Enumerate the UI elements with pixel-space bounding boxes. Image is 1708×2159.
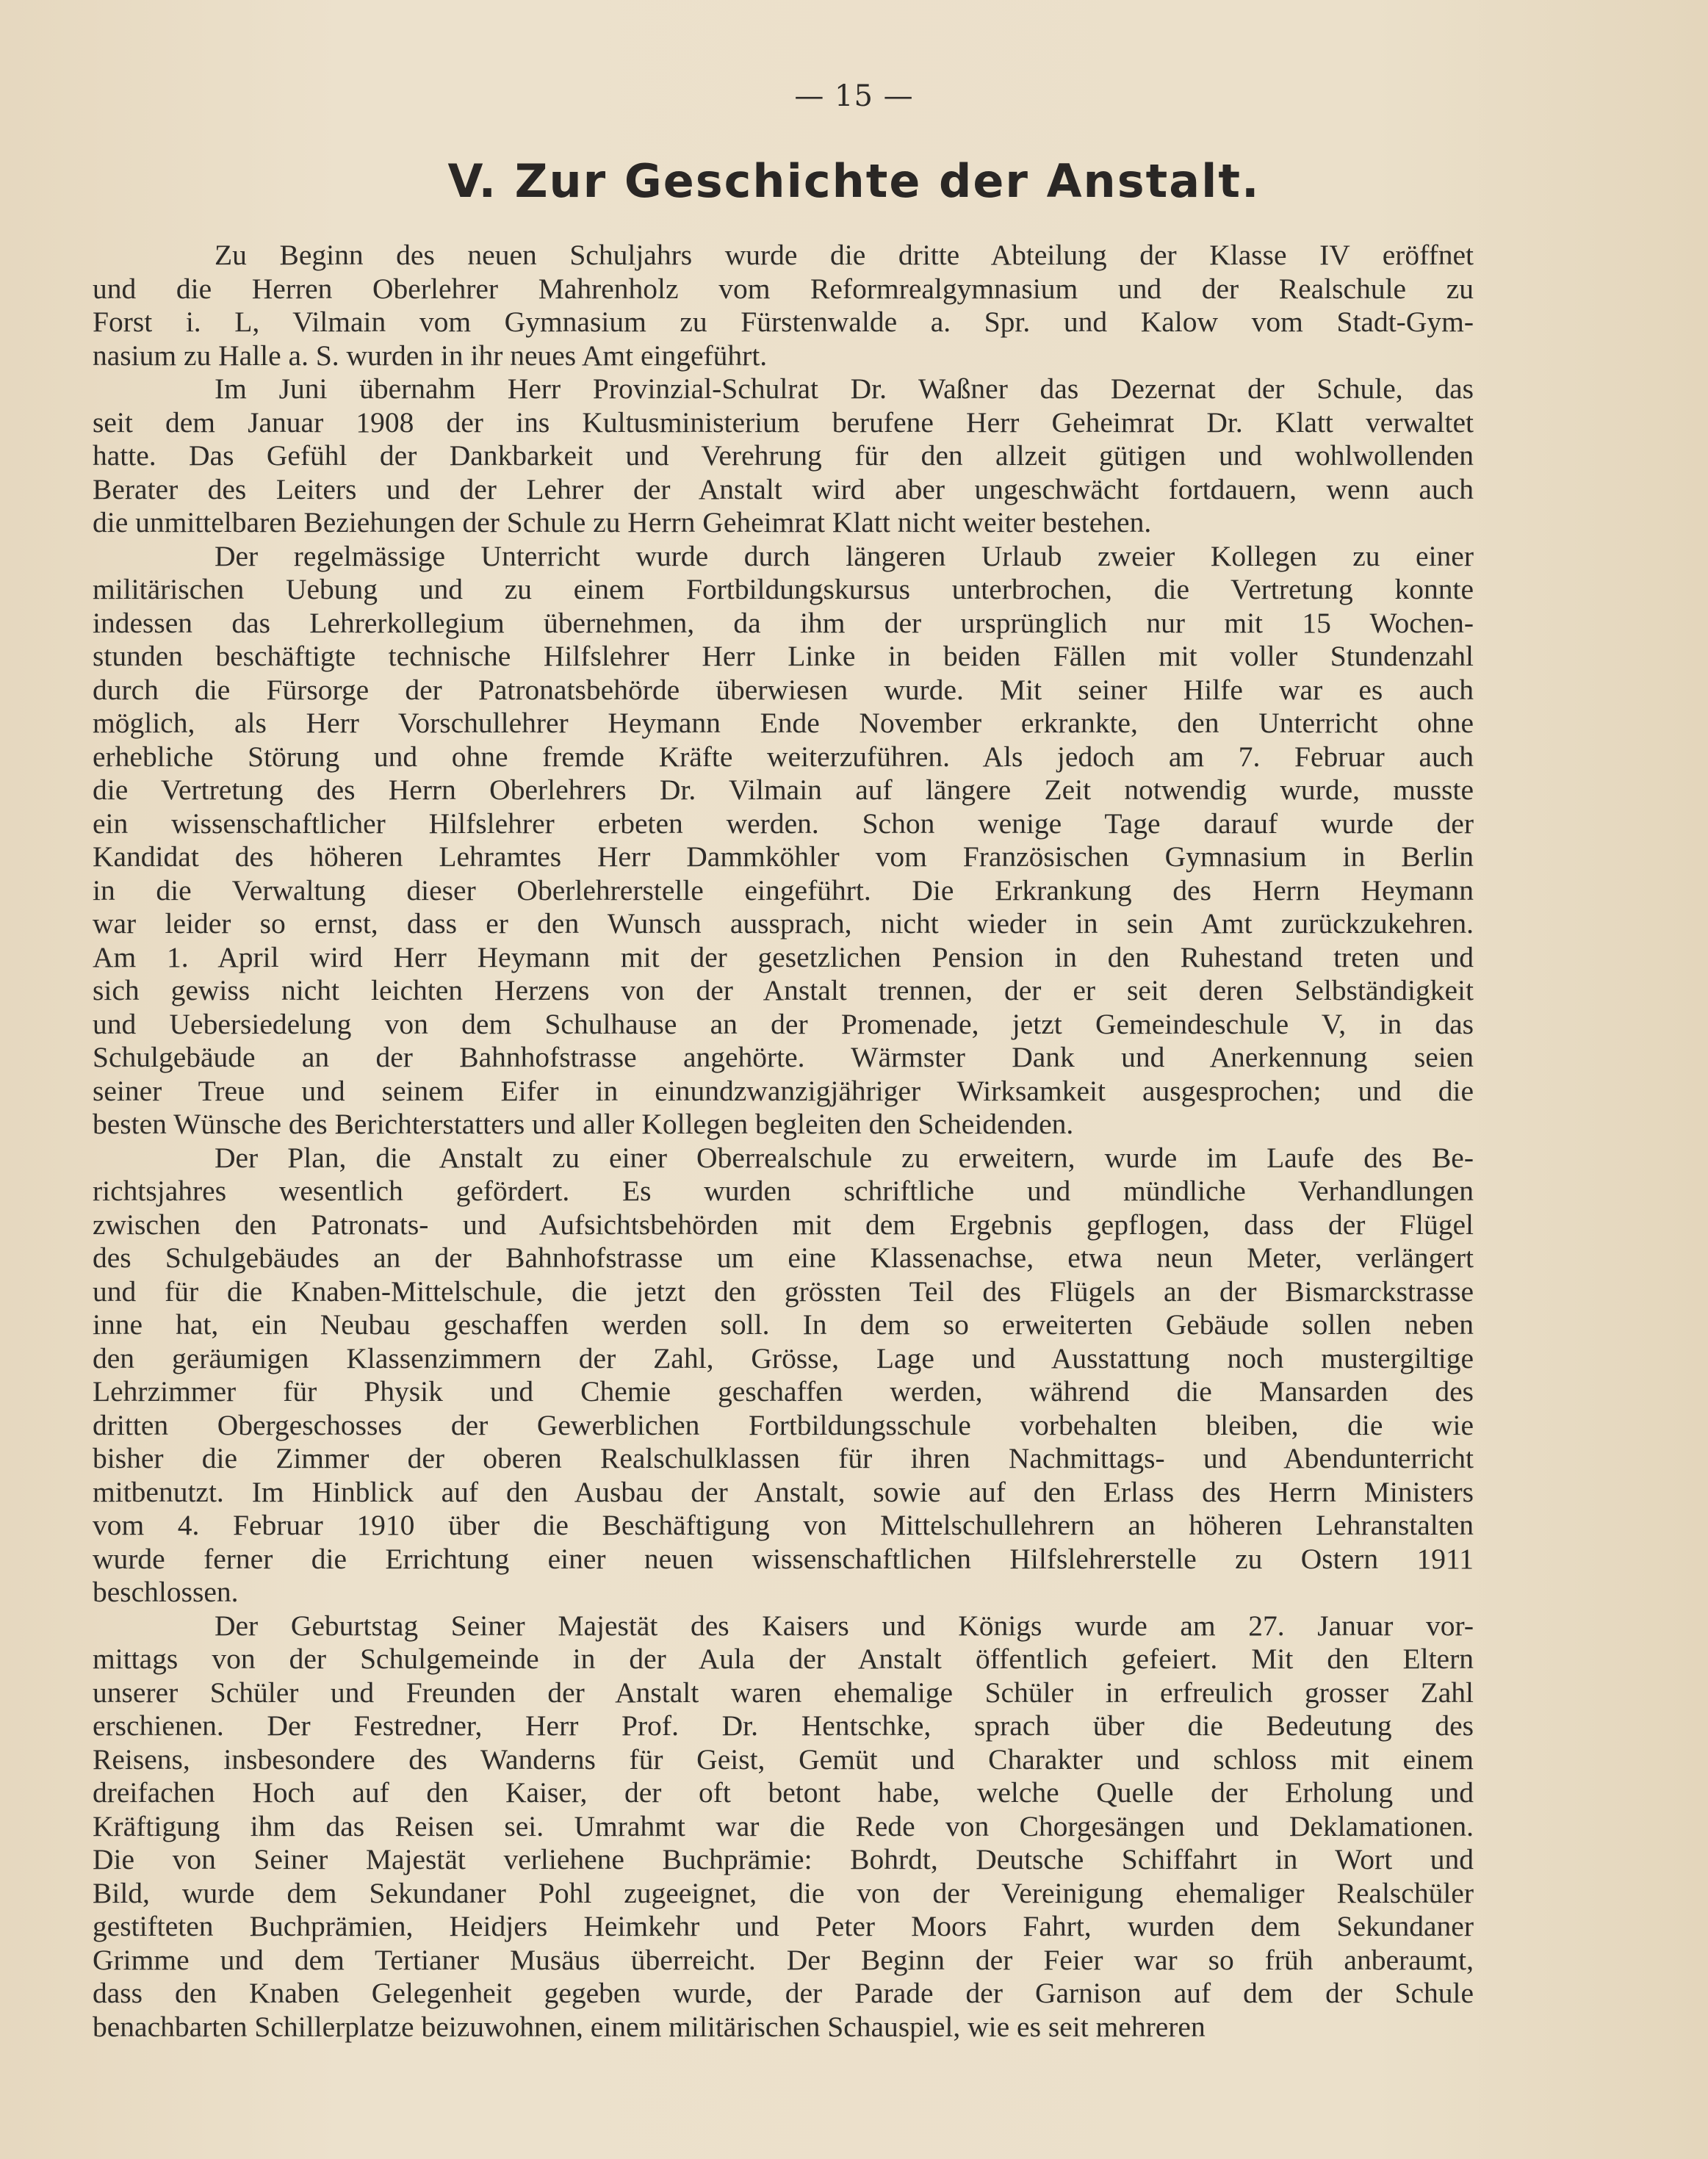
paragraph bbox=[93, 1142, 1474, 1610]
text-line: vom 4. Februar 1910 über die Beschäftigung von Mittelschullehrern an höheren Lehranstalten bbox=[93, 1509, 1474, 1541]
text-line: den geräumigen Klassenzimmern der Zahl, Grösse, Lage und Ausstattung noch mustergiltige bbox=[93, 1341, 1474, 1374]
text-line: die Vertretung des Herrn Oberlehrers Dr. Vilmain auf längere Zeit notwendig wurde, musste bbox=[93, 774, 1474, 806]
text-line: Grimme und dem Tertianer Musäus überreicht. Der Beginn der Feier war so früh anberaumt, bbox=[93, 1943, 1474, 1976]
text-line: möglich, als Herr Vorschullehrer Heymann Ende November erkrankte, den Unterricht ohne bbox=[93, 707, 1474, 739]
text-line: beschlossen. bbox=[93, 1576, 239, 1608]
section-heading: V. Zur Geschichte der Anstalt. bbox=[447, 154, 1261, 208]
text-line: Kräftigung ihm das Reisen sei. Umrahmt war die Rede von Chorgesängen und Deklamationen. bbox=[93, 1809, 1474, 1842]
paragraph bbox=[93, 372, 1474, 540]
text-line: richtsjahres wesentlich gefördert. Es wurden schriftliche und mündliche Verhandlungen bbox=[93, 1175, 1474, 1207]
text-line: gestifteten Buchprämien, Heidjers Heimkehr und Peter Moors Fahrt, wurden dem Sekundaner bbox=[93, 1910, 1474, 1942]
text-line: war leider so ernst, dass er den Wunsch aussprach, nicht wieder in sein Amt zurückzukehren. bbox=[93, 907, 1474, 940]
text-line: zwischen den Patronats- und Aufsichtsbehörden mit dem Ergebnis gepflogen, dass der Flügel bbox=[93, 1208, 1474, 1241]
text-line: und für die Knaben-Mittelschule, die jetzt den grössten Teil des Flügels an der Bismarckstrasse bbox=[93, 1275, 1474, 1308]
text-line: und Uebersiedelung von dem Schulhause an der Promenade, jetzt Gemeindeschule V, in das bbox=[93, 1007, 1474, 1040]
text-line: seit dem Januar 1908 der ins Kultusministerium berufene Herr Geheimrat Dr. Klatt verwaltet bbox=[93, 406, 1474, 439]
paragraph bbox=[93, 540, 1474, 1142]
text-line: mittags von der Schulgemeinde in der Aula der Anstalt öffentlich gefeiert. Mit den Eltern bbox=[93, 1643, 1474, 1675]
text-line: Der Geburtstag Seiner Majestät des Kaisers und Königs wurde am 27. Januar vor- bbox=[215, 1609, 1474, 1642]
text-line: dritten Obergeschosses der Gewerblichen Fortbildungsschule vorbehalten bleiben, die wie bbox=[93, 1408, 1474, 1441]
text-line: inne hat, ein Neubau geschaffen werden soll. In dem so erweiterten Gebäude sollen neben bbox=[93, 1308, 1474, 1341]
text-line: dass den Knaben Gelegenheit gegeben wurde, der Parade der Garnison auf dem der Schule bbox=[93, 1977, 1474, 2009]
text-line: militärischen Uebung und zu einem Fortbildungskursus unterbrochen, die Vertretung konnte bbox=[93, 573, 1474, 605]
text-line: in die Verwaltung dieser Oberlehrerstelle eingeführt. Die Erkrankung des Herrn Heymann bbox=[93, 873, 1474, 907]
text-line: hatte. Das Gefühl der Dankbarkeit und Verehrung für den allzeit gütigen und wohlwollenden bbox=[93, 439, 1474, 472]
text-line: indessen das Lehrerkollegium übernehmen, da ihm der ursprünglich nur mit 15 Wochen- bbox=[93, 606, 1474, 639]
text-line: des Schulgebäudes an der Bahnhofstrasse um eine Klassenachse, etwa neun Meter, verlängert bbox=[93, 1241, 1474, 1274]
text-line: Forst i. L, Vilmain vom Gymnasium zu Fürstenwalde a. Spr. und Kalow vom Stadt-Gym- bbox=[93, 306, 1474, 338]
paragraph bbox=[93, 239, 1474, 372]
text-line: ein wissenschaftlicher Hilfslehrer erbeten werden. Schon wenige Tage darauf wurde der bbox=[93, 807, 1474, 840]
text-line: Kandidat des höheren Lehramtes Herr Dammköhler vom Französischen Gymnasium in Berlin bbox=[93, 840, 1474, 873]
text-line: erhebliche Störung und ohne fremde Kräfte weiterzuführen. Als jedoch am 7. Februar auch bbox=[93, 740, 1474, 773]
text-line: sich gewiss nicht leichten Herzens von der Anstalt trennen, der er seit deren Selbständigkeit bbox=[93, 974, 1474, 1006]
text-line: Bild, wurde dem Sekundaner Pohl zugeeignet, die von der Vereinigung ehemaliger Realschüler bbox=[93, 1876, 1474, 1909]
text-line: Schulgebäude an der Bahnhofstrasse angehörte. Wärmster Dank und Anerkennung seien bbox=[93, 1041, 1474, 1073]
text-line: stunden beschäftigte technische Hilfslehrer Herr Linke in beiden Fällen mit voller Stundenzahl bbox=[93, 640, 1474, 672]
text-line: unserer Schüler und Freunden der Anstalt waren ehemalige Schüler in erfreulich grosser Zahl bbox=[93, 1676, 1474, 1709]
text-line: Der Plan, die Anstalt zu einer Oberrealschule zu erweitern, wurde im Laufe des Be- bbox=[215, 1141, 1474, 1174]
text-line: erschienen. Der Festredner, Herr Prof. Dr. Hentschke, sprach über die Bedeutung des bbox=[93, 1709, 1474, 1742]
text-line: Die von Seiner Majestät verliehene Buchprämie: Bohrdt, Deutsche Schiffahrt in Wort und bbox=[93, 1843, 1474, 1875]
text-line: durch die Fürsorge der Patronatsbehörde überwiesen wurde. Mit seiner Hilfe war es auch bbox=[93, 673, 1474, 706]
text-line: Reisens, insbesondere des Wanderns für Geist, Gemüt und Charakter und schloss mit einem bbox=[93, 1742, 1474, 1776]
text-line: Am 1. April wird Herr Heymann mit der gesetzlichen Pension in den Ruhestand treten und bbox=[93, 940, 1474, 973]
text-line: Zu Beginn des neuen Schuljahrs wurde die dritte Abteilung der Klasse IV eröffnet bbox=[215, 239, 1474, 271]
text-line: Der regelmässige Unterricht wurde durch längeren Urlaub zweier Kollegen zu einer bbox=[215, 539, 1474, 572]
page-number: — 15 — bbox=[794, 79, 914, 113]
text-line: Berater des Leiters und der Lehrer der Anstalt wird aber ungeschwächt fortdauern, wenn auch bbox=[93, 472, 1474, 505]
text-line: bisher die Zimmer der oberen Realschulklassen für ihren Nachmittags- und Abendunterricht bbox=[93, 1442, 1474, 1474]
text-line: Im Juni übernahm Herr Provinzial-Schulrat Dr. Waßner das Dezernat der Schule, das bbox=[215, 372, 1474, 405]
text-line: Lehrzimmer für Physik und Chemie geschaffen werden, während die Mansarden des bbox=[93, 1375, 1474, 1408]
text-line: besten Wünsche des Berichterstatters und aller Kollegen begleiten den Scheidenden. bbox=[93, 1108, 1074, 1140]
paragraph bbox=[93, 1610, 1474, 2044]
text-line: seiner Treue und seinem Eifer in einundzwanzigjähriger Wirksamkeit ausgesprochen; und die bbox=[93, 1074, 1474, 1107]
text-line: benachbarten Schillerplatze beizuwohnen, einem militärischen Schauspiel, wie es seit mehreren bbox=[93, 2010, 1206, 2043]
body-text bbox=[93, 239, 1474, 2044]
text-line: nasium zu Halle a. S. wurden in ihr neues Amt eingeführt. bbox=[93, 339, 768, 372]
text-line: die unmittelbaren Beziehungen der Schule zu Herrn Geheimrat Klatt nicht weiter bestehen. bbox=[93, 506, 1152, 538]
text-line: dreifachen Hoch auf den Kaiser, der oft betont habe, welche Quelle der Erholung und bbox=[93, 1776, 1474, 1809]
text-line: wurde ferner die Errichtung einer neuen wissenschaftlichen Hilfslehrerstelle zu Ostern 1911 bbox=[93, 1542, 1474, 1575]
text-line: und die Herren Oberlehrer Mahrenholz vom Reformrealgymnasium und der Realschule zu bbox=[93, 272, 1474, 305]
text-line: mitbenutzt. Im Hinblick auf den Ausbau der Anstalt, sowie auf den Erlass des Herrn Ministers bbox=[93, 1475, 1474, 1508]
